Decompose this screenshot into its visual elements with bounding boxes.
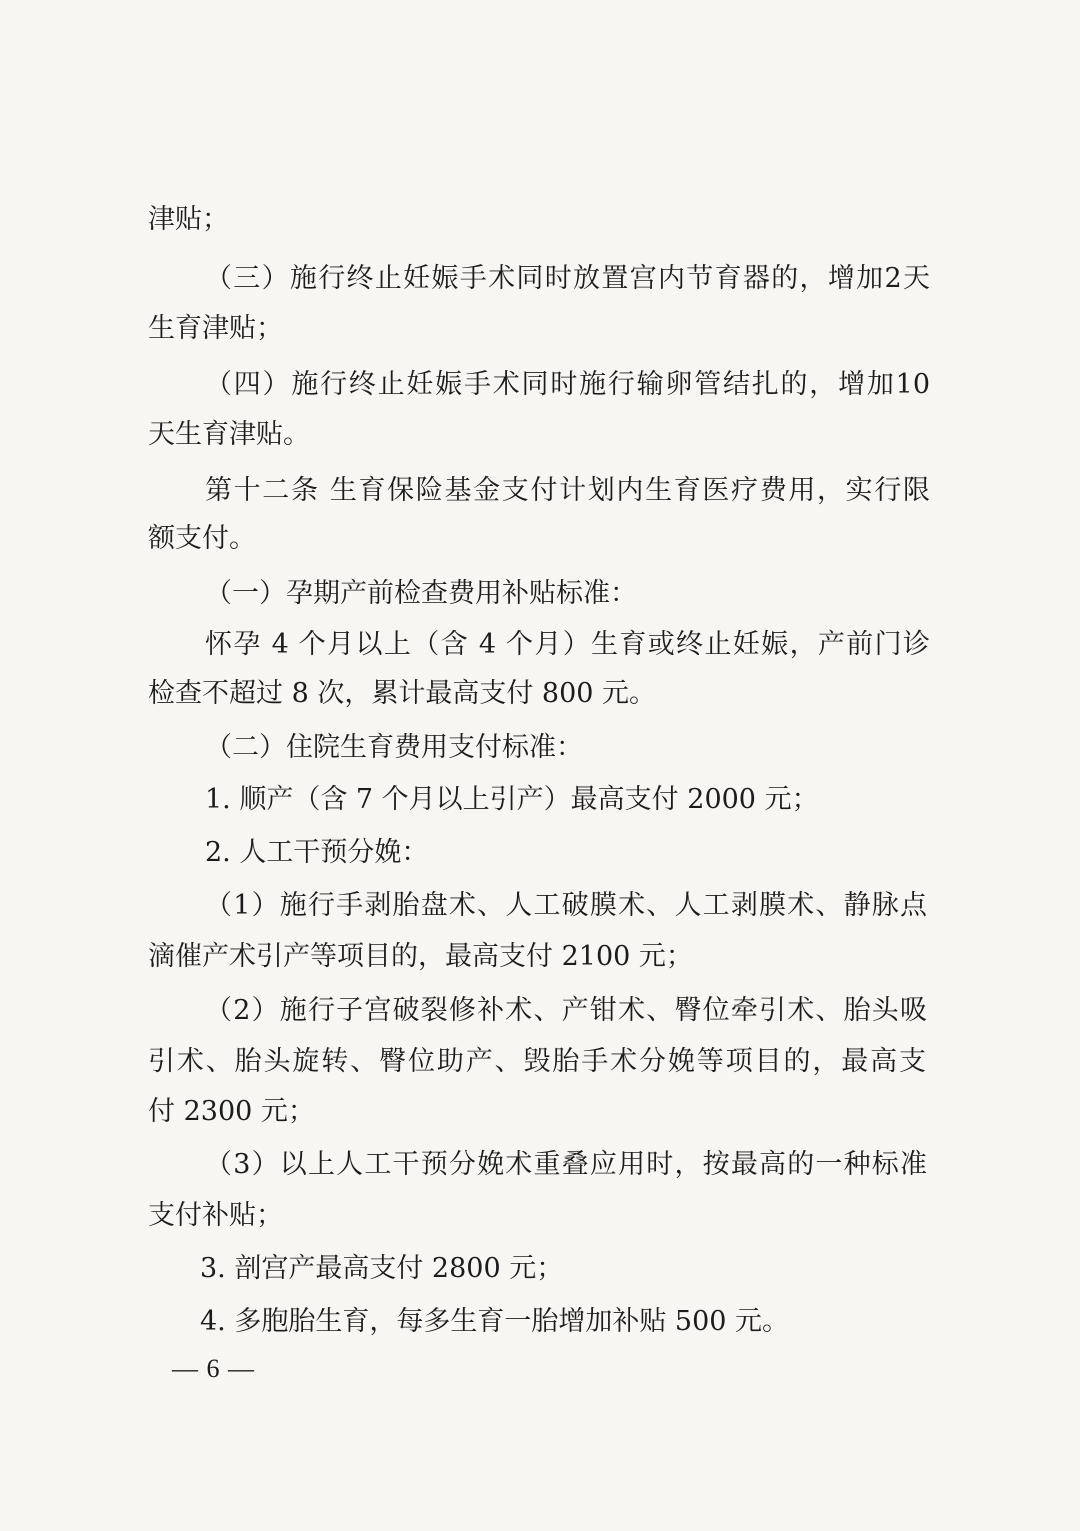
text-line: 引术、胎头旋转、臀位助产、毁胎手术分娩等项目的，最高支: [148, 1046, 926, 1077]
text-line: （3）以上人工干预分娩术重叠应用时，按最高的一种标准: [205, 1149, 927, 1180]
text-line: （1）施行手剥胎盘术、人工破膜术、人工剥膜术、静脉点: [205, 890, 927, 921]
text-line: （2）施行子宫破裂修补术、产钳术、臀位牵引术、胎头吸: [205, 995, 927, 1026]
text-line: （二）住院生育费用支付标准：: [205, 732, 583, 763]
text-line: 2. 人工干预分娩：: [205, 837, 429, 868]
text-line: 生育津贴；: [148, 313, 283, 344]
text-line: 1. 顺产（含 7 个月以上引产）最高支付 2000 元；: [205, 784, 819, 815]
text-line: 额支付。: [148, 523, 256, 554]
text-line: 支付补贴；: [148, 1200, 283, 1231]
text-line: 第十二条 生育保险基金支付计划内生育医疗费用，实行限: [205, 475, 930, 506]
text-line: （四）施行终止妊娠手术同时施行输卵管结扎的，增加10: [205, 369, 930, 400]
text-line: 津贴；: [148, 204, 229, 235]
text-line: 付 2300 元；: [148, 1096, 315, 1127]
text-line: 检查不超过 8 次，累计最高支付 800 元。: [148, 678, 657, 709]
text-line: 滴催产术引产等项目的，最高支付 2100 元；: [148, 941, 693, 972]
text-line: 怀孕 4 个月以上（含 4 个月）生育或终止妊娠，产前门诊: [205, 629, 930, 660]
text-line: 天生育津贴。: [148, 419, 310, 450]
text-line: （三）施行终止妊娠手术同时放置宫内节育器的，增加2天: [205, 263, 930, 294]
text-line: 3. 剖宫产最高支付 2800 元；: [200, 1253, 564, 1284]
text-line: （一）孕期产前检查费用补贴标准：: [205, 578, 637, 609]
page-number: — 6 —: [172, 1354, 255, 1383]
text-line: 4. 多胞胎生育，每多生育一胎增加补贴 500 元。: [200, 1306, 790, 1337]
